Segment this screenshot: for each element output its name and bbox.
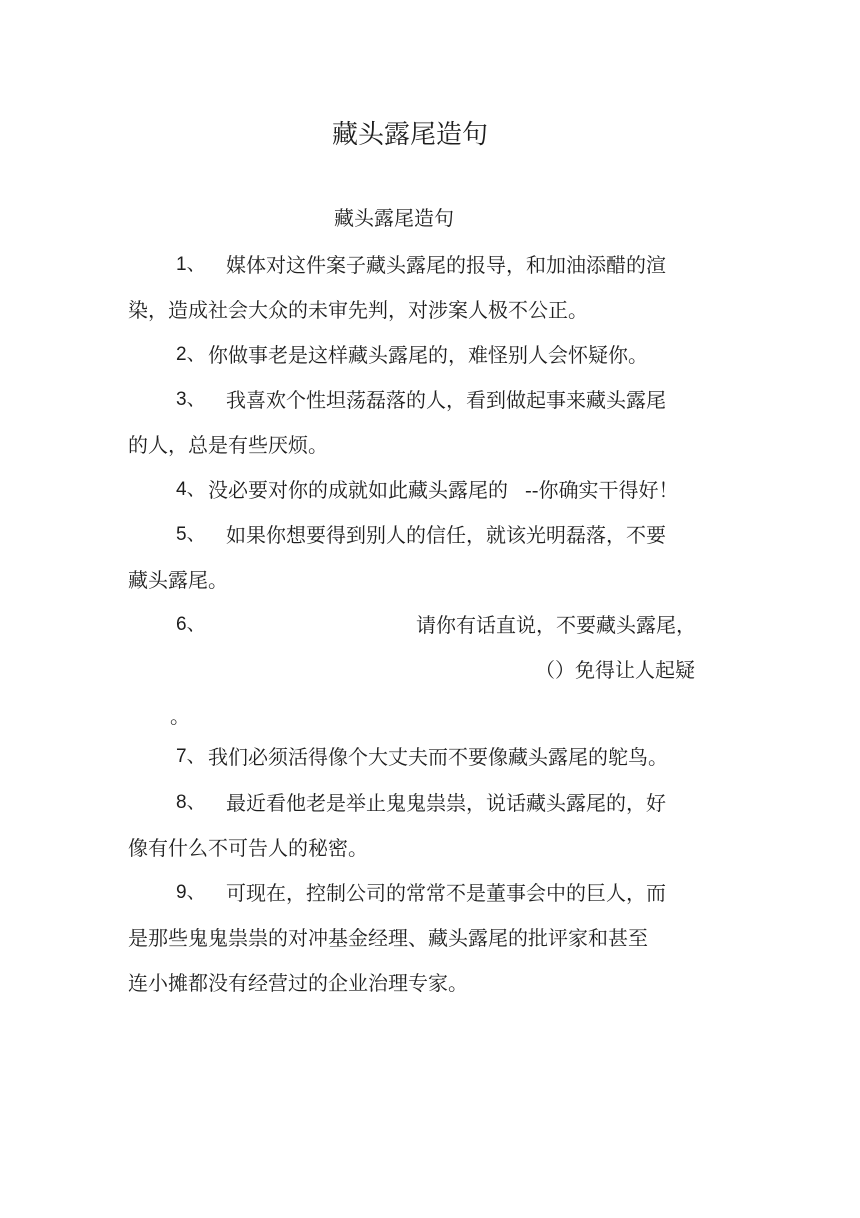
item-text-line: 没必要对你的成就如此藏头露尾的 [208, 478, 508, 502]
item-text-line: 染，造成社会大众的未审先判，对涉案人极不公正。 [128, 298, 588, 322]
item-text-line: --你确实干得好！ [525, 478, 679, 502]
item-text-line: 。 [170, 704, 190, 728]
item-number: 3、 [176, 389, 206, 410]
item-text-line: 请你有话直说，不要藏头露尾， [416, 613, 696, 637]
item-text-line: 的人，总是有些厌烦。 [128, 433, 328, 457]
item-number: 9、 [176, 882, 206, 903]
item-number: 5、 [176, 524, 206, 545]
item-number: 6、 [176, 614, 206, 635]
item-number: 4、 [176, 479, 206, 500]
item-text-line: （）免得让人起疑 [535, 658, 695, 682]
item-text-line: 藏头露尾。 [128, 568, 228, 592]
item-number: 1、 [176, 254, 206, 275]
item-text-line: 可现在，控制公司的常常不是董事会中的巨人，而 [226, 881, 666, 905]
item-text-line: 像有什么不可告人的秘密。 [128, 836, 368, 860]
item-text-line: 媒体对这件案子藏头露尾的报导，和加油添醋的渲 [226, 253, 666, 277]
item-text-line: 我们必须活得像个大丈夫而不要像藏头露尾的鸵鸟。 [208, 745, 668, 769]
page-title: 藏头露尾造句 [332, 120, 489, 150]
item-text-line: 最近看他老是举止鬼鬼祟祟，说话藏头露尾的，好 [226, 791, 666, 815]
item-number: 2、 [176, 344, 206, 365]
item-text-line: 是那些鬼鬼祟祟的对冲基金经理、藏头露尾的批评家和甚至 [128, 926, 648, 950]
item-text-line: 如果你想要得到别人的信任，就该光明磊落，不要 [226, 523, 666, 547]
item-text-line: 连小摊都没有经营过的企业治理专家。 [128, 971, 468, 995]
item-text-line: 你做事老是这样藏头露尾的，难怪别人会怀疑你。 [208, 343, 648, 367]
item-text-line: 我喜欢个性坦荡磊落的人，看到做起事来藏头露尾 [226, 388, 666, 412]
item-number: 7、 [176, 746, 206, 767]
subtitle: 藏头露尾造句 [334, 206, 454, 230]
item-number: 8、 [176, 792, 206, 813]
